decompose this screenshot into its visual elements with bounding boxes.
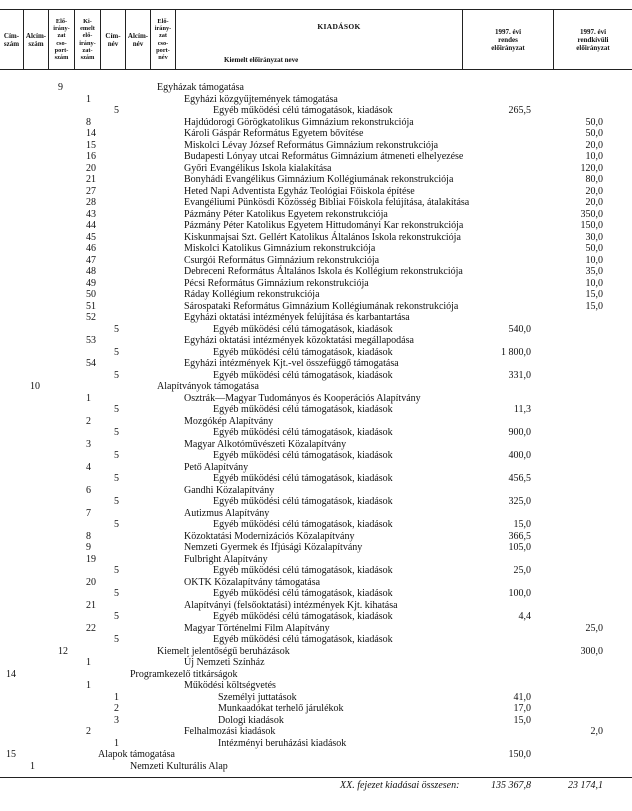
cell-kiemelt-szam: 5 bbox=[114, 634, 119, 645]
cell-cim-szam: 1 bbox=[30, 760, 35, 772]
table-row bbox=[0, 393, 632, 405]
header-rendkivuli: 1997. évi rendkívüli előirányzat bbox=[576, 27, 610, 52]
table-row bbox=[0, 370, 632, 382]
cell-alcim-szam: 4 bbox=[86, 461, 91, 473]
cell-alcim-szam: 51 bbox=[86, 300, 96, 312]
cell-rendes-value: 150,0 bbox=[508, 749, 531, 760]
table-row bbox=[0, 623, 632, 635]
table-row bbox=[0, 508, 632, 520]
table-row bbox=[0, 588, 632, 600]
cell-kiemelt-szam: 5 bbox=[114, 565, 119, 576]
cell-sub-item-name: Egyéb működési célú támogatások, kiadások bbox=[213, 404, 393, 415]
cell-rendkivuli-value: 120,0 bbox=[580, 162, 603, 174]
cell-item-name: Budapesti Lónyay utcai Református Gimnázium átmeneti elhelyezése bbox=[184, 151, 464, 162]
table-header bbox=[0, 9, 632, 70]
cell-kiemelt-szam: 5 bbox=[114, 404, 119, 415]
table-row bbox=[0, 163, 632, 175]
cell-title: Kiemelt jelentőségű beruházások bbox=[157, 645, 290, 657]
cell-rendes-value: 1 800,0 bbox=[501, 346, 531, 358]
cell-item-name: Mozgókép Alapítvány bbox=[184, 415, 274, 427]
cell-rendes-value: 331,0 bbox=[508, 369, 531, 381]
table-row bbox=[0, 611, 632, 623]
header-cim-szam: Cím- szám bbox=[0, 10, 24, 69]
cell-kiemelt-szam: 1 bbox=[114, 737, 119, 749]
header-alcim-nev: Alcím- név bbox=[126, 10, 151, 69]
cell-alcim-szam: 12 bbox=[58, 645, 68, 657]
cell-title: Alapok támogatása bbox=[98, 749, 175, 760]
cell-kiemelt-szam: 1 bbox=[114, 691, 119, 703]
cell-alcim-szam: 15 bbox=[86, 139, 96, 151]
table-row bbox=[0, 416, 632, 428]
cell-rendkivuli-value: 150,0 bbox=[580, 220, 603, 231]
table-row bbox=[0, 289, 632, 301]
cell-rendes-value: 15,0 bbox=[513, 519, 531, 530]
cell-rendkivuli-value: 35,0 bbox=[585, 266, 603, 277]
cell-alcim-szam: 7 bbox=[86, 507, 91, 519]
footer-total-rendkivuli: 23 174,1 bbox=[568, 780, 603, 791]
cell-kiemelt-szam: 5 bbox=[114, 450, 119, 461]
cell-rendes-value: 900,0 bbox=[508, 427, 531, 438]
cell-alcim-szam: 47 bbox=[86, 254, 96, 266]
table-row bbox=[0, 669, 632, 681]
table-row bbox=[0, 186, 632, 198]
cell-item-name: Felhalmozási kiadások bbox=[184, 726, 276, 737]
cell-item-name: Debreceni Református Általános Iskola és Kollégium rekonstrukciója bbox=[184, 266, 463, 277]
cell-rendes-value: 15,0 bbox=[513, 714, 531, 726]
table-row bbox=[0, 335, 632, 347]
cell-alcim-szam: 43 bbox=[86, 208, 96, 220]
cell-rendkivuli-value: 80,0 bbox=[585, 174, 603, 185]
cell-rendkivuli-value: 350,0 bbox=[580, 208, 603, 220]
cell-kiemelt-szam: 5 bbox=[114, 496, 119, 507]
table-row bbox=[0, 738, 632, 750]
cell-alcim-szam: 16 bbox=[86, 151, 96, 162]
cell-rendkivuli-value: 50,0 bbox=[585, 243, 603, 254]
cell-rendkivuli-value: 50,0 bbox=[585, 128, 603, 139]
table-row bbox=[0, 312, 632, 324]
cell-alcim-szam: 53 bbox=[86, 335, 96, 346]
cell-item-name: Magyar Alkotóművészeti Közalapítvány bbox=[184, 438, 347, 450]
table-row bbox=[0, 531, 632, 543]
cell-rendes-value: 265,5 bbox=[508, 105, 531, 116]
cell-rendes-value: 41,0 bbox=[513, 691, 531, 703]
cell-item-name: Pázmány Péter Katolikus Egyetem rekonstrukciója bbox=[184, 208, 388, 220]
header-eloiranyzat-csoport-nev: Elő- irány- zat cso- port- név bbox=[151, 10, 176, 69]
table-row bbox=[0, 220, 632, 232]
cell-alcim-szam: 22 bbox=[86, 622, 96, 634]
cell-alcim-szam: 2 bbox=[86, 415, 91, 427]
cell-item-name: Miskolci Lévay József Református Gimnázium rekonstrukciója bbox=[184, 139, 439, 151]
table-row bbox=[0, 324, 632, 336]
header-kiemelt-nev: Kiemelt előirányzat neve bbox=[224, 56, 299, 64]
cell-title: Nemzeti Kulturális Alap bbox=[130, 760, 228, 772]
cell-rendkivuli-value: 25,0 bbox=[585, 622, 603, 634]
header-kiadasok bbox=[216, 10, 463, 69]
table-row bbox=[0, 726, 632, 738]
cell-item-name: Magyar Történelmi Film Alapítvány bbox=[184, 622, 330, 634]
cell-item-name: Bonyhádi Evangélikus Gimnázium Kollégiumának rekonstrukciója bbox=[184, 174, 454, 185]
cell-rendes-value: 105,0 bbox=[508, 542, 531, 553]
cell-rendkivuli-value: 15,0 bbox=[585, 300, 603, 312]
cell-kiemelt-szam: 5 bbox=[114, 323, 119, 335]
table-row bbox=[0, 128, 632, 140]
cell-rendkivuli-value: 2,0 bbox=[590, 726, 603, 737]
cell-item-name: Gandhi Közalapítvány bbox=[184, 484, 275, 496]
table-row bbox=[0, 82, 632, 94]
header-kiemelt-szam: Ki- emelt elő- irány- zat- szám bbox=[75, 10, 101, 69]
cell-rendkivuli-value: 20,0 bbox=[585, 139, 603, 151]
table-row bbox=[0, 462, 632, 474]
table-row bbox=[0, 646, 632, 658]
table-row bbox=[0, 703, 632, 715]
cell-item-name: Új Nemzeti Színház bbox=[184, 657, 265, 668]
header-kiadasok-title: KIADÁSOK bbox=[317, 22, 361, 31]
cell-item-name: Evangéliumi Pünkösdi Közösség Bibliai Főiskola felújítása, átalakítása bbox=[184, 197, 470, 208]
cell-sub-item-name: Egyéb működési célú támogatások, kiadások bbox=[213, 450, 393, 461]
table-row bbox=[0, 174, 632, 186]
cell-rendes-value: 540,0 bbox=[508, 323, 531, 335]
cell-rendes-value: 400,0 bbox=[508, 450, 531, 461]
table-row bbox=[0, 485, 632, 497]
cell-item-name: Egyházi közgyűjtemények támogatása bbox=[184, 93, 338, 105]
cell-alcim-szam: 52 bbox=[86, 312, 96, 323]
cell-alcim-szam: 44 bbox=[86, 220, 96, 231]
cell-alcim-szam: 46 bbox=[86, 243, 96, 254]
cell-alcim-szam: 21 bbox=[86, 174, 96, 185]
table-row bbox=[0, 680, 632, 692]
table-row bbox=[0, 577, 632, 589]
cell-rendes-value: 325,0 bbox=[508, 496, 531, 507]
cell-alcim-szam: 50 bbox=[86, 289, 96, 300]
cell-rendes-value: 100,0 bbox=[508, 588, 531, 599]
table-row bbox=[0, 255, 632, 267]
header-rendes: 1997. évi rendes előirányzat bbox=[463, 10, 554, 69]
table-row bbox=[0, 151, 632, 163]
table-row bbox=[0, 347, 632, 359]
table-row bbox=[0, 542, 632, 554]
cell-item-name: Pécsi Református Gimnázium rekonstrukciója bbox=[184, 277, 369, 289]
cell-alcim-szam: 27 bbox=[86, 185, 96, 197]
table-row bbox=[0, 427, 632, 439]
cell-rendes-value: 11,3 bbox=[513, 404, 531, 415]
table-row bbox=[0, 197, 632, 209]
cell-kiemelt-szam: 5 bbox=[114, 519, 119, 530]
cell-rendkivuli-value: 30,0 bbox=[585, 231, 603, 243]
table-row bbox=[0, 266, 632, 278]
cell-alcim-szam: 1 bbox=[86, 392, 91, 404]
cell-item-name: Egyházi intézmények Kjt.-vel összefüggő támogatása bbox=[184, 358, 399, 369]
cell-item-name: Győri Evangélikus Iskola kialakítása bbox=[184, 162, 332, 174]
cell-alcim-szam: 49 bbox=[86, 277, 96, 289]
cell-kiemelt-szam: 5 bbox=[114, 427, 119, 438]
cell-rendkivuli-value: 50,0 bbox=[585, 116, 603, 128]
cell-item-name: Kiskunmajsai Szt. Gellért Katolikus Általános Iskola rekonstrukciója bbox=[184, 231, 461, 243]
cell-sub-item-name: Egyéb működési célú támogatások, kiadások bbox=[213, 519, 393, 530]
cell-rendkivuli-value: 10,0 bbox=[585, 254, 603, 266]
cell-rendes-value: 25,0 bbox=[513, 565, 531, 576]
cell-alcim-szam: 8 bbox=[86, 530, 91, 542]
cell-alcim-szam: 48 bbox=[86, 266, 96, 277]
cell-item-name: Pető Alapítvány bbox=[184, 461, 249, 473]
cell-sub-item-name: Intézményi beruházási kiadások bbox=[218, 737, 347, 749]
cell-rendkivuli-value: 300,0 bbox=[580, 645, 603, 657]
cell-title: Programkezelő titkárságok bbox=[130, 668, 238, 680]
cell-alcim-szam: 6 bbox=[86, 484, 91, 496]
cell-kiemelt-szam: 5 bbox=[114, 473, 119, 484]
table-row bbox=[0, 761, 632, 773]
table-row bbox=[0, 692, 632, 704]
cell-item-name: Egyházi oktatási intézmények felújítása és karbantartása bbox=[184, 312, 410, 323]
cell-cim-szam: 9 bbox=[58, 82, 63, 93]
cell-kiemelt-szam: 5 bbox=[114, 105, 119, 116]
cell-item-name: Károli Gáspár Református Egyetem bővítése bbox=[184, 128, 364, 139]
cell-alcim-szam: 54 bbox=[86, 358, 96, 369]
table-row bbox=[0, 209, 632, 221]
table-row bbox=[0, 657, 632, 669]
cell-alcim-szam: 20 bbox=[86, 162, 96, 174]
cell-item-name: Csurgói Református Gimnázium rekonstrukciója bbox=[184, 254, 380, 266]
table-row bbox=[0, 243, 632, 255]
cell-cim-szam: 10 bbox=[30, 381, 40, 392]
cell-sub-item-name: Egyéb működési célú támogatások, kiadások bbox=[213, 565, 393, 576]
header-eloiranyzat-csoport-szam: Elő- irány- zat cso- port- szám bbox=[49, 10, 75, 69]
table-row bbox=[0, 358, 632, 370]
cell-item-name: Heted Napi Adventista Egyház Teológiai Főiskola építése bbox=[184, 185, 415, 197]
cell-title: Alapítványok támogatása bbox=[157, 381, 259, 392]
cell-item-name: Miskolci Katolikus Gimnázium rekonstrukciója bbox=[184, 243, 376, 254]
cell-alcim-szam: 19 bbox=[86, 553, 96, 565]
cell-sub-item-name: Egyéb működési célú támogatások, kiadások bbox=[213, 473, 393, 484]
table-row bbox=[0, 140, 632, 152]
cell-alcim-szam: 2 bbox=[86, 726, 91, 737]
cell-rendkivuli-value: 20,0 bbox=[585, 185, 603, 197]
cell-item-name: Hajdúdorogi Görögkatolikus Gimnázium rekonstrukciója bbox=[184, 116, 414, 128]
cell-kiemelt-szam: 3 bbox=[114, 714, 119, 726]
cell-item-name: Közoktatási Modernizációs Közalapítvány bbox=[184, 530, 355, 542]
header-cim-nev: Cím- név bbox=[101, 10, 126, 69]
cell-alcim-szam: 3 bbox=[86, 438, 91, 450]
cell-rendkivuli-value: 15,0 bbox=[585, 289, 603, 300]
cell-sub-item-name: Egyéb működési célú támogatások, kiadások bbox=[213, 496, 393, 507]
table-row bbox=[0, 554, 632, 566]
table-row bbox=[0, 600, 632, 612]
cell-item-name: Alapítványi (felsőoktatási) intézmények Kjt. kihatása bbox=[184, 599, 398, 611]
table-row bbox=[0, 634, 632, 646]
table-footer bbox=[0, 777, 632, 798]
table-row bbox=[0, 301, 632, 313]
cell-kiemelt-szam: 5 bbox=[114, 588, 119, 599]
cell-item-name: OKTK Közalapítvány támogatása bbox=[184, 576, 321, 588]
cell-alcim-szam: 20 bbox=[86, 576, 96, 588]
cell-title: Egyházak támogatása bbox=[157, 82, 244, 93]
cell-rendes-value: 456,5 bbox=[508, 473, 531, 484]
cell-sub-item-name: Egyéb működési célú támogatások, kiadások bbox=[213, 611, 393, 622]
cell-rendkivuli-value: 10,0 bbox=[585, 151, 603, 162]
cell-kiemelt-szam: 5 bbox=[114, 369, 119, 381]
table-row bbox=[0, 715, 632, 727]
table-row bbox=[0, 439, 632, 451]
cell-item-name: Osztrák—Magyar Tudományos és Kooperációs Alapítvány bbox=[184, 392, 421, 404]
cell-alcim-szam: 28 bbox=[86, 197, 96, 208]
table-row bbox=[0, 565, 632, 577]
table-row bbox=[0, 749, 632, 761]
cell-rendes-value: 366,5 bbox=[508, 530, 531, 542]
cell-rendes-value: 17,0 bbox=[513, 703, 531, 714]
cell-rendkivuli-value: 10,0 bbox=[585, 277, 603, 289]
table-row bbox=[0, 381, 632, 393]
cell-sub-item-name: Egyéb működési célú támogatások, kiadások bbox=[213, 427, 393, 438]
cell-cim-szam: 14 bbox=[6, 668, 16, 680]
cell-kiemelt-szam: 2 bbox=[114, 703, 119, 714]
cell-alcim-szam: 1 bbox=[86, 680, 91, 691]
table-row bbox=[0, 232, 632, 244]
cell-sub-item-name: Munkaadókat terhelő járulékok bbox=[218, 703, 344, 714]
header-alcim-szam: Alcím- szám bbox=[24, 10, 49, 69]
cell-rendkivuli-value: 20,0 bbox=[585, 197, 603, 208]
cell-item-name: Nemzeti Gyermek és Ifjúsági Közalapítvány bbox=[184, 542, 363, 553]
table-row bbox=[0, 94, 632, 106]
cell-alcim-szam: 9 bbox=[86, 542, 91, 553]
cell-alcim-szam: 21 bbox=[86, 599, 96, 611]
table-row bbox=[0, 404, 632, 416]
cell-item-name: Ráday Kollégium rekonstrukciója bbox=[184, 289, 320, 300]
cell-sub-item-name: Egyéb működési célú támogatások, kiadások bbox=[213, 105, 393, 116]
table-row bbox=[0, 105, 632, 117]
cell-item-name: Fulbright Alapítvány bbox=[184, 553, 268, 565]
cell-cim-szam: 15 bbox=[6, 749, 16, 760]
cell-item-name: Működési költségvetés bbox=[184, 680, 276, 691]
cell-alcim-szam: 1 bbox=[86, 657, 91, 668]
cell-sub-item-name: Egyéb működési célú támogatások, kiadások bbox=[213, 323, 393, 335]
cell-alcim-szam: 14 bbox=[86, 128, 96, 139]
cell-sub-item-name: Egyéb működési célú támogatások, kiadások bbox=[213, 369, 393, 381]
cell-kiemelt-szam: 5 bbox=[114, 611, 119, 622]
cell-rendes-value: 4,4 bbox=[518, 611, 531, 622]
footer-total-rendes: 135 367,8 bbox=[491, 780, 531, 791]
table-row bbox=[0, 519, 632, 531]
table-row bbox=[0, 117, 632, 129]
cell-alcim-szam: 45 bbox=[86, 231, 96, 243]
cell-kiemelt-szam: 5 bbox=[114, 346, 119, 358]
table-row bbox=[0, 496, 632, 508]
cell-sub-item-name: Egyéb működési célú támogatások, kiadások bbox=[213, 346, 393, 358]
cell-item-name: Sárospataki Református Gimnázium Kollégiumának rekonstrukciója bbox=[184, 300, 459, 312]
cell-sub-item-name: Egyéb működési célú támogatások, kiadások bbox=[213, 588, 393, 599]
cell-item-name: Autizmus Alapítvány bbox=[184, 507, 270, 519]
footer-total-label: XX. fejezet kiadásai összesen: bbox=[340, 780, 460, 791]
table-row bbox=[0, 473, 632, 485]
cell-sub-item-name: Személyi juttatások bbox=[218, 691, 297, 703]
table-row bbox=[0, 278, 632, 290]
cell-item-name: Egyházi oktatási intézmények közoktatási megállapodása bbox=[184, 335, 414, 346]
table-row bbox=[0, 450, 632, 462]
cell-item-name: Pázmány Péter Katolikus Egyetem Hittudományi Kar rekonstrukciója bbox=[184, 220, 464, 231]
cell-alcim-szam: 1 bbox=[86, 93, 91, 105]
cell-sub-item-name: Egyéb működési célú támogatások, kiadások bbox=[213, 634, 393, 645]
cell-sub-item-name: Dologi kiadások bbox=[218, 714, 284, 726]
cell-alcim-szam: 8 bbox=[86, 116, 91, 128]
